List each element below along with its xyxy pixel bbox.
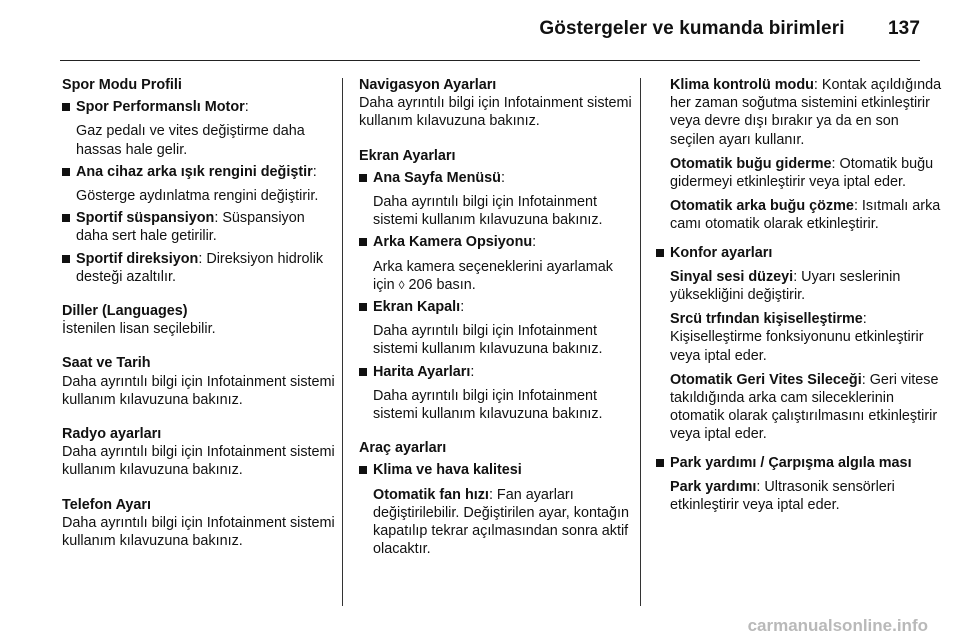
section-telefon — [62, 496, 336, 551]
header-divider — [60, 60, 920, 61]
section-heading: Radyo ayarları — [62, 426, 162, 443]
bullet-text: Gösterge aydınlatma rengini değiştirir. — [76, 188, 319, 205]
section-heading: Ekran Ayarları — [359, 147, 456, 164]
item-geri-vites: Otomatik Geri Vites Sileceği: Geri vitese takıldığında arka cam sileceklerinin otomatik olarak çalıştırılmasını etkinleştirir veya iptal eder. — [670, 371, 939, 443]
page-title: Göstergeler ve kumanda birimleri — [539, 18, 845, 39]
watermark: carmanualsonline.info — [747, 616, 928, 635]
page-number: 137 — [887, 18, 920, 39]
item-klima-kontrol: Klima kontrolü modu: Kontak açıldığında her zaman soğutma sistemini etkinleştirir veya devre dışı bırakır ya da en son seçilen ayarı kullanır. — [670, 77, 942, 148]
bullet-konfor: Konfor ayarları — [656, 244, 946, 262]
section-arac — [359, 439, 635, 558]
item-sinyal-sesi: Sinyal sesi düzeyi: Uyarı seslerinin yüksekliğini değiştirir. — [670, 268, 901, 304]
item-arka-bugu: Otomatik arka buğu çözme: Isıtmalı arka camı otomatik olarak etkinleştirir. — [670, 198, 941, 233]
bullet-ekran-kapali: Ekran Kapalı: — [359, 298, 635, 316]
column-divider-1 — [342, 78, 343, 606]
column-2 — [359, 76, 635, 574]
section-heading: Telefon Ayarı — [62, 496, 152, 513]
page-reference-icon: ◊ — [398, 277, 405, 292]
bullet-harita: Harita Ayarları: — [359, 363, 635, 381]
item-kisisellestirme: Srcü trfından kişiselleştirme: Kişiselleştirme fonksiyonunu etkinleştirir veya iptal eder. — [670, 311, 924, 364]
bullet-text: Gaz pedalı ve vites değiştirme daha hassas hale gelir. — [76, 123, 305, 158]
section-navigasyon — [359, 76, 635, 131]
bullet-ana-sayfa: Ana Sayfa Menüsü: — [359, 169, 635, 187]
section-heading: Spor Modu Profili — [62, 77, 182, 93]
section-text: Daha ayrıntılı bilgi için Infotainment sistemi kullanım kılavuzuna bakınız. — [359, 95, 632, 130]
column-3 — [656, 76, 946, 514]
section-text: Daha ayrıntılı bilgi için Infotainment sistemi kullanım kılavuzuna bakınız. — [62, 514, 335, 550]
section-radyo — [62, 425, 336, 480]
bullet-arka-kamera: Arka Kamera Opsiyonu: — [359, 233, 635, 251]
section-ekran — [359, 147, 635, 424]
column-1 — [62, 76, 336, 566]
section-heading: Navigasyon Ayarları — [359, 77, 497, 93]
item-park-yardimi: Park yardımı: Ultrasonik sensörleri etkinleştirir veya iptal eder. — [670, 478, 895, 514]
page-header — [60, 18, 920, 40]
bullet-text: Daha ayrıntılı bilgi için Infotainment sistemi kullanım kılavuzuna bakınız. — [373, 323, 603, 358]
section-diller — [62, 302, 336, 338]
section-text: Daha ayrıntılı bilgi için Infotainment sistemi kullanım kılavuzuna bakınız. — [62, 373, 335, 408]
bullet-isik-rengi: Ana cihaz arka ışık rengini değiştir: — [62, 163, 336, 181]
section-spor-modu — [62, 76, 336, 286]
section-heading: Araç ayarları — [359, 440, 447, 457]
section-heading: Diller (Languages) — [62, 303, 188, 320]
bullet-sportif-suspansiyon: Sportif süspansiyon: Süspansiyon daha sert hale getirilir. — [62, 209, 336, 245]
item-bugu-giderme: Otomatik buğu giderme: Otomatik buğu gidermeyi etkinleştirir veya iptal eder. — [670, 155, 934, 191]
bullet-text: Daha ayrıntılı bilgi için Infotainment sistemi kullanım kılavuzuna bakınız. — [373, 387, 603, 423]
section-text: İstenilen lisan seçilebilir. — [62, 321, 216, 338]
bullet-park: Park yardımı / Çarpışma algıla ması — [656, 454, 946, 472]
bullet-text: Otomatik fan hızı: Fan ayarları değiştirilebilir. Değiştirilen ayar, kontağın kapatılıp tekrar açılmasından sonra aktif olacaktır. — [373, 486, 629, 558]
section-text: Daha ayrıntılı bilgi için Infotainment sistemi kullanım kılavuzuna bakınız. — [62, 444, 335, 479]
bullet-spor-performans: Spor Performanslı Motor: — [62, 98, 336, 116]
bullet-klima-hava: Klima ve hava kalitesi — [359, 461, 635, 479]
bullet-text: Daha ayrıntılı bilgi için Infotainment sistemi kullanım kılavuzuna bakınız. — [373, 194, 603, 229]
column-divider-2 — [640, 78, 641, 606]
section-heading: Saat ve Tarih — [62, 355, 151, 372]
bullet-text: Arka kamera seçeneklerini ayarlamak için ◊ 206 basın. — [373, 258, 613, 293]
bullet-sportif-direksiyon: Sportif direksiyon: Direksiyon hidrolik desteği azaltılır. — [62, 250, 336, 286]
section-saat-tarih — [62, 354, 336, 409]
